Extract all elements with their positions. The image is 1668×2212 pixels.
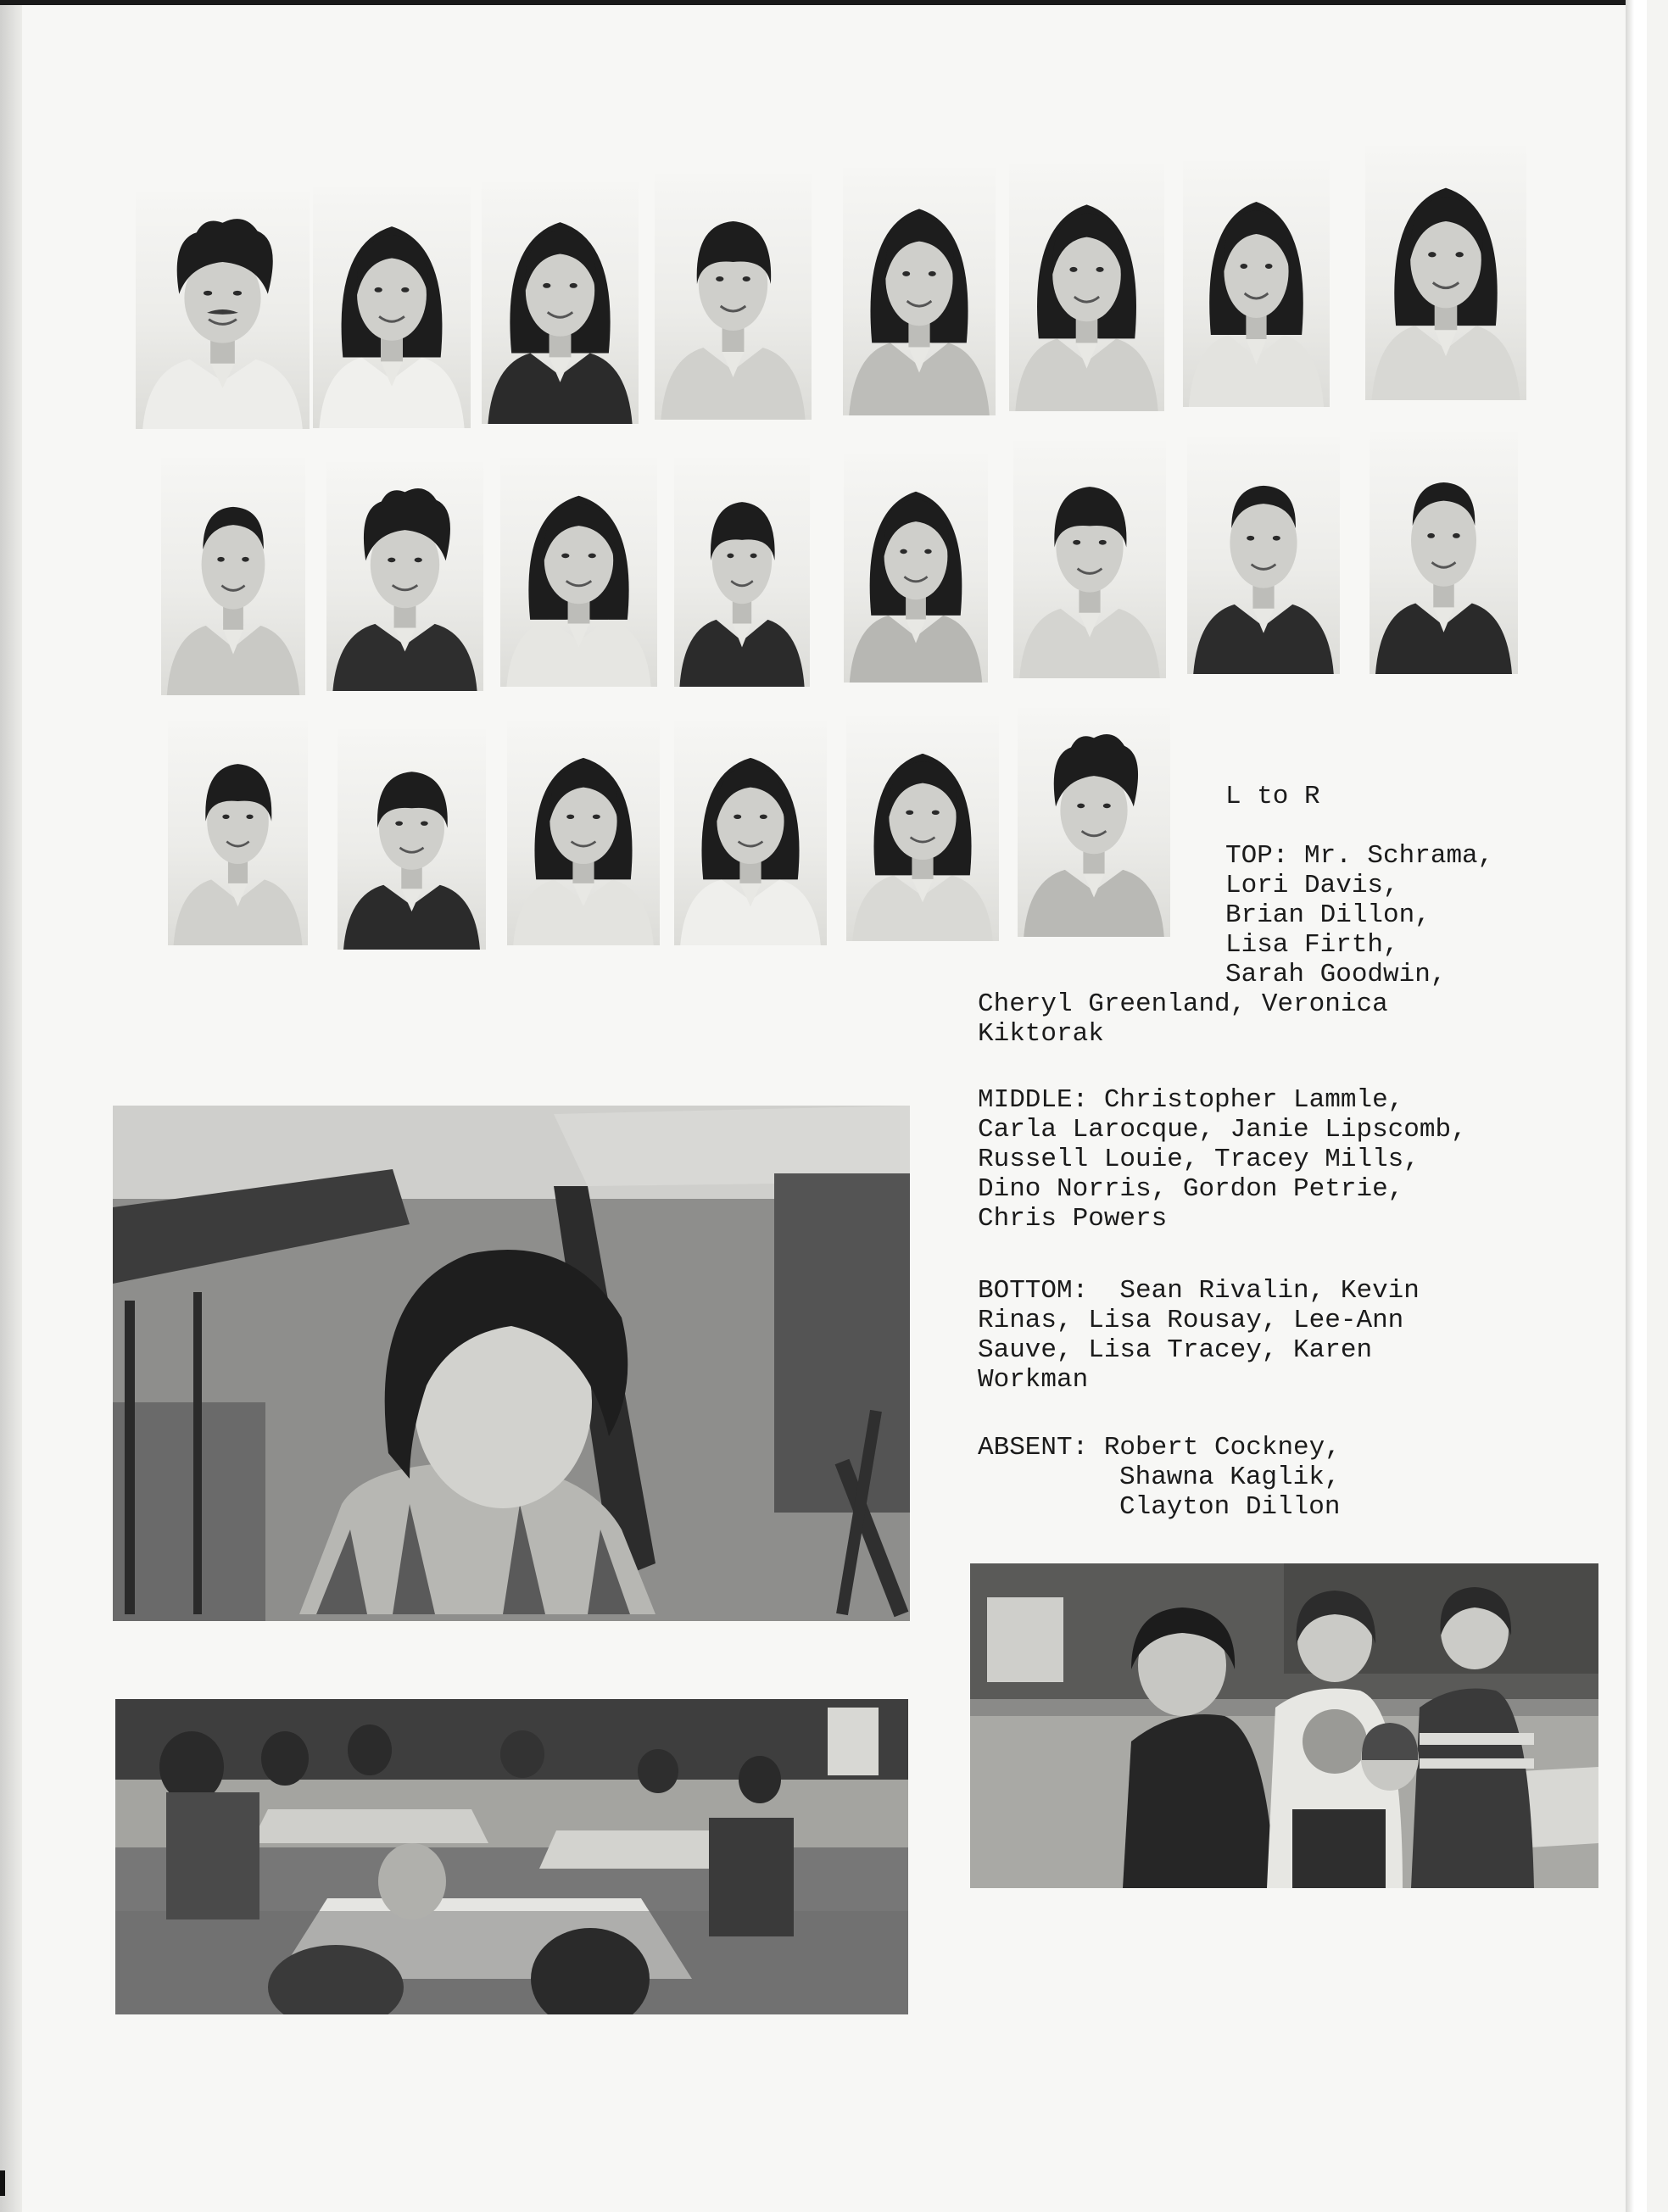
class-portrait <box>161 458 305 695</box>
portrait-figure <box>1183 161 1330 407</box>
portrait-figure <box>1365 146 1526 400</box>
portrait-eye-right <box>1273 536 1280 541</box>
caption-header: L to R <box>1225 782 1320 811</box>
class-portrait <box>1013 441 1166 678</box>
portrait-eye-right <box>760 815 767 819</box>
portrait-eye-left <box>902 271 910 276</box>
portrait-figure <box>1013 441 1166 678</box>
portrait-figure <box>1370 432 1518 674</box>
portrait-figure <box>1018 708 1170 937</box>
portrait-figure <box>844 454 988 683</box>
portrait-eye-left <box>1069 267 1077 272</box>
caption-top-line-4: Lisa Firth, <box>1225 930 1399 960</box>
portrait-eye-right <box>924 549 932 554</box>
caption-top-line-5: Sarah Goodwin, <box>1225 960 1447 989</box>
portrait-eye-left <box>1077 804 1085 809</box>
portrait-eye-left <box>543 283 550 288</box>
caption-top-line-1: TOP: Mr. Schrama, <box>1225 841 1494 871</box>
portrait-figure <box>507 721 660 945</box>
portrait-eye-right <box>233 291 242 296</box>
caption-absent-line-1: ABSENT: Robert Cockney, <box>978 1433 1341 1463</box>
portrait-eye-left <box>395 821 403 825</box>
portrait-figure <box>326 462 483 691</box>
portrait-eye-right <box>1096 267 1103 272</box>
portrait-eye-left <box>1427 533 1435 538</box>
portrait-eye-right <box>401 287 409 293</box>
portrait-eye-right <box>1265 264 1273 269</box>
portrait-figure <box>846 716 999 941</box>
class-portrait <box>1009 164 1164 411</box>
portrait-figure <box>136 192 310 429</box>
portrait-figure <box>674 458 810 687</box>
class-portrait <box>1187 437 1340 674</box>
caption-absent-line-3: Clayton Dillon <box>1119 1492 1341 1522</box>
portrait-eye-left <box>222 815 229 819</box>
portrait-eye-left <box>566 815 574 819</box>
portrait-eye-right <box>929 271 936 276</box>
class-portrait <box>1370 432 1518 674</box>
portrait-figure <box>313 187 471 428</box>
binding-shadow <box>0 0 22 2212</box>
portrait-figure <box>482 182 639 424</box>
class-portrait <box>326 462 483 691</box>
portrait-figure <box>338 729 486 950</box>
caption-middle-line-4: Dino Norris, Gordon Petrie, <box>978 1174 1404 1204</box>
class-portrait <box>674 721 827 945</box>
class-portrait <box>136 192 310 429</box>
portrait-eye-left <box>900 549 907 554</box>
portrait-eye-right <box>1453 533 1460 538</box>
portrait-eye-right <box>750 554 757 559</box>
class-portrait <box>844 454 988 683</box>
portrait-eye-right <box>743 276 750 281</box>
portrait-figure <box>1187 437 1340 674</box>
page-top-edge <box>0 0 1647 5</box>
portrait-figure <box>500 458 657 687</box>
portrait-eye-left <box>1240 264 1247 269</box>
portrait-eye-right <box>1455 252 1464 257</box>
class-portrait <box>1365 146 1526 400</box>
caption-top-line-3: Brian Dillon, <box>1225 900 1431 930</box>
portrait-eye-left <box>217 557 225 562</box>
portrait-eye-right <box>589 554 596 559</box>
photo-boy-in-plaid-shirt <box>113 1106 910 1621</box>
caption-top-line-7: Kiktorak <box>978 1019 1104 1049</box>
class-portrait <box>846 716 999 941</box>
portrait-eye-left <box>1428 252 1436 257</box>
class-portrait <box>313 187 471 428</box>
portrait-figure <box>843 168 996 415</box>
portrait-eye-left <box>734 815 741 819</box>
portrait-figure <box>655 174 812 420</box>
class-portrait <box>500 458 657 687</box>
portrait-figure <box>674 721 827 945</box>
class-portrait <box>507 721 660 945</box>
caption-middle-line-1: MIDDLE: Christopher Lammle, <box>978 1085 1404 1115</box>
class-portrait <box>1018 708 1170 937</box>
caption-middle-line-3: Russell Louie, Tracey Mills, <box>978 1145 1420 1174</box>
class-portrait <box>843 168 996 415</box>
portrait-eye-right <box>246 815 253 819</box>
portrait-eye-right <box>932 811 940 815</box>
portrait-eye-right <box>421 821 428 825</box>
portrait-figure <box>1009 164 1164 411</box>
portrait-eye-left <box>375 287 382 293</box>
caption-top-line-6: Cheryl Greenland, Veronica <box>978 989 1388 1019</box>
portrait-eye-left <box>1073 540 1080 545</box>
class-portrait <box>168 721 308 945</box>
portrait-eye-right <box>415 558 422 563</box>
class-portrait <box>674 458 810 687</box>
portrait-eye-right <box>593 815 600 819</box>
portrait-eye-left <box>727 554 734 559</box>
portrait-eye-right <box>242 557 249 562</box>
portrait-eye-left <box>716 276 723 281</box>
caption-bottom-line-4: Workman <box>978 1365 1089 1395</box>
portrait-eye-right <box>1099 540 1107 545</box>
portrait-eye-left <box>388 558 395 563</box>
portrait-eye-left <box>561 554 569 559</box>
class-portrait <box>655 174 812 420</box>
portrait-eye-left <box>1247 536 1254 541</box>
caption-bottom-line-3: Sauve, Lisa Tracey, Karen <box>978 1335 1373 1365</box>
class-portrait <box>482 182 639 424</box>
class-portrait <box>1183 161 1330 407</box>
caption-absent-line-2: Shawna Kaglik, <box>1119 1463 1341 1492</box>
portrait-eye-right <box>1103 804 1111 809</box>
caption-middle-line-5: Chris Powers <box>978 1204 1168 1234</box>
class-portrait <box>338 729 486 950</box>
portrait-eye-left <box>906 811 913 815</box>
page-right-edge <box>1626 0 1647 2212</box>
caption-bottom-line-1: BOTTOM: Sean Rivalin, Kevin <box>978 1276 1420 1306</box>
page-corner-mark <box>0 2170 5 2196</box>
portrait-eye-left <box>204 291 212 296</box>
photo-classroom-at-tables <box>115 1699 908 2014</box>
caption-top-line-2: Lori Davis, <box>1225 871 1399 900</box>
portrait-figure <box>168 721 308 945</box>
portrait-figure <box>161 458 305 695</box>
caption-bottom-line-2: Rinas, Lisa Rousay, Lee-Ann <box>978 1306 1404 1335</box>
photo-group-of-boys <box>970 1563 1598 1888</box>
portrait-eye-right <box>570 283 577 288</box>
caption-middle-line-2: Carla Larocque, Janie Lipscomb, <box>978 1115 1467 1145</box>
